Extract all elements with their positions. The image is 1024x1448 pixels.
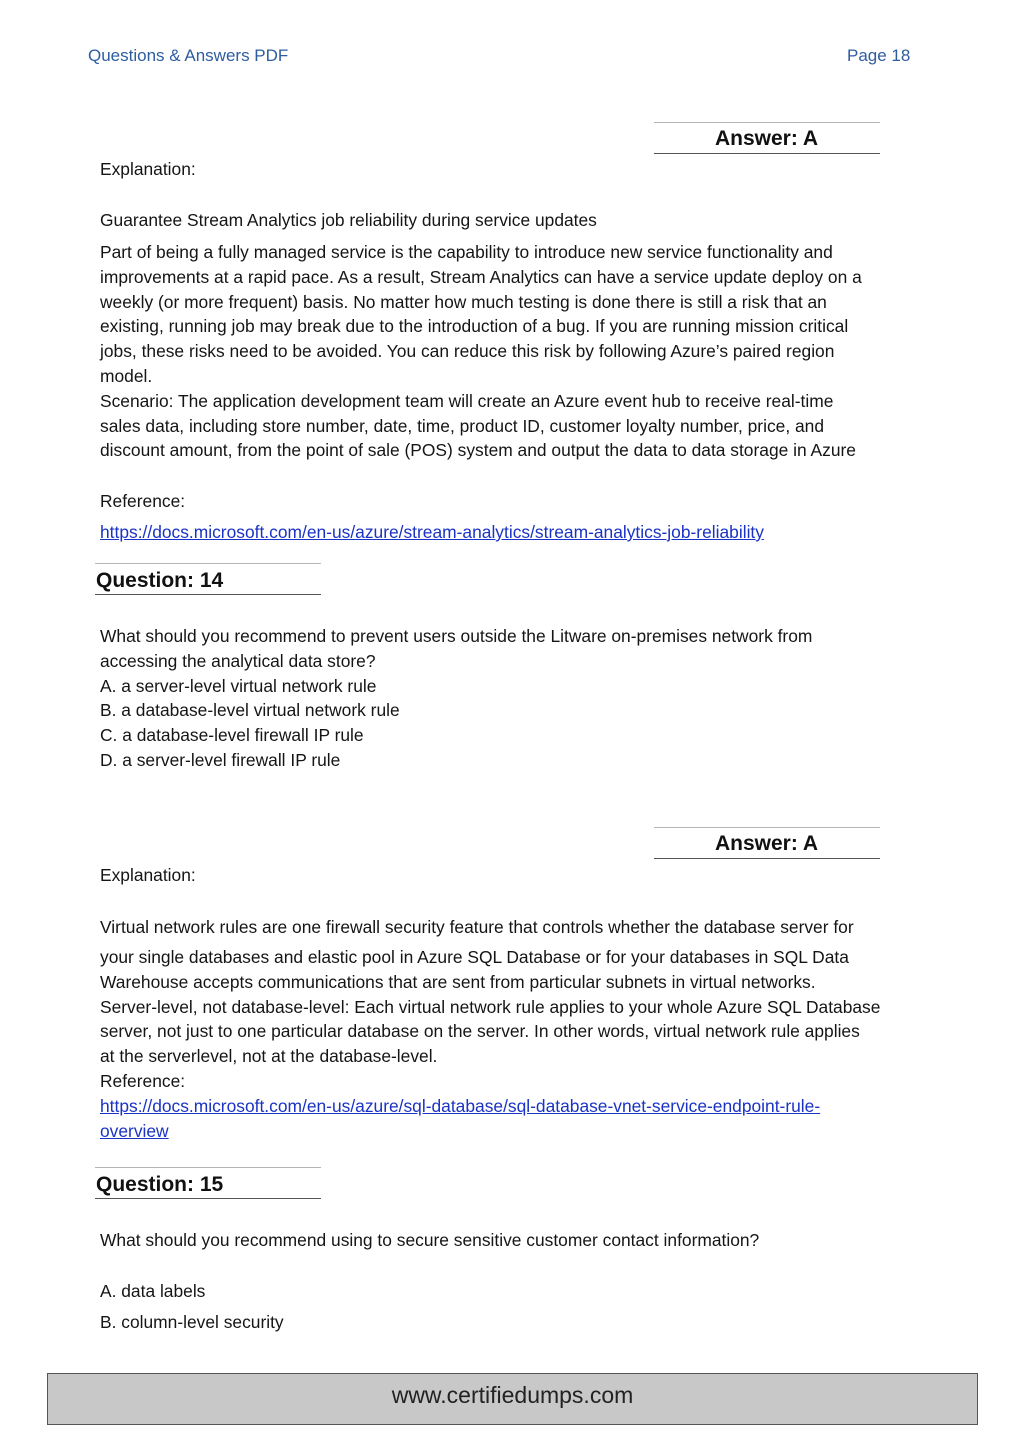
page-number: Page 18 [847,46,911,65]
text-line: improvements at a rapid pace. As a result, Stream Analytics can have a service update deploy on a [100,266,862,287]
option-b: B. column-level security [100,1312,284,1332]
question-title: Question: 15 [96,1173,224,1196]
answer-box [654,827,880,859]
text-line: What should you recommend to prevent users outside the Litware on-premises network from [100,626,813,646]
option-b: B. a database-level virtual network rule [100,700,400,721]
text-line: jobs, these risks need to be avoided. You can reduce this risk by following Azure’s paired region [100,341,835,362]
explanation-label: Explanation: [100,865,196,885]
text-line: model. [100,365,153,386]
question-14-heading-box [95,563,321,595]
option-d: D. a server-level firewall IP rule [100,749,341,770]
header-title: Questions & Answers PDF [88,46,289,65]
text-line: accessing the analytical data store? [100,650,376,671]
answer-box [654,122,880,154]
explanation-body [100,240,980,463]
text-line: weekly (or more frequent) basis. No matter how much testing is done there is still a risk that an [100,291,827,312]
reference-label: Reference: [100,1070,186,1091]
text-line: Warehouse accepts communications that are sent from particular subnets in virtual networks. [100,971,816,992]
question-15-text: What should you recommend using to secure sensitive customer contact information? [100,1230,760,1250]
text-line: existing, running job may break due to the introduction of a bug. If you are running mission critical [100,316,849,337]
text-line: Virtual network rules are one firewall security feature that controls whether the database server for [100,917,854,937]
text-line: Server-level, not database-level: Each virtual network rule applies to your whole Azure SQL Database [100,996,881,1017]
reference-link-cont[interactable]: overview [100,1120,169,1141]
footer-banner [47,1373,978,1425]
reference-link[interactable]: https://docs.microsoft.com/en-us/azure/stream-analytics/stream-analytics-job-reliability [100,522,764,542]
reference-link[interactable]: https://docs.microsoft.com/en-us/azure/sql-database/sql-database-vnet-service-endpoint-rule- [100,1095,821,1116]
footer-url[interactable]: www.certifiedumps.com [391,1382,634,1408]
option-c: C. a database-level firewall IP rule [100,725,364,746]
reference-label: Reference: [100,491,186,511]
explanation-label: Explanation: [100,159,196,179]
option-a: A. a server-level virtual network rule [100,675,377,696]
explanation-body-cont [100,945,980,1143]
text-line: Scenario: The application development team will create an Azure event hub to receive real-time [100,390,834,411]
question-14-text [100,624,980,773]
text-line: at the serverlevel, not at the database-level. [100,1046,438,1067]
answer-label: Answer: A [715,127,819,150]
answer-label: Answer: A [715,832,819,855]
question-title: Question: 14 [96,569,224,592]
question-15-heading-box [95,1167,321,1199]
text-line: your single databases and elastic pool in Azure SQL Database or for your databases in SQL Data [100,947,849,967]
text-line: Part of being a fully managed service is the capability to introduce new service functionality and [100,242,833,262]
option-a: A. data labels [100,1281,206,1301]
explanation-body [100,915,980,940]
text-line: sales data, including store number, date, time, product ID, customer loyalty number, price, and [100,415,825,436]
text-line: server, not just to one particular database on the server. In other words, virtual network rule applies [100,1021,860,1042]
text-line: discount amount, from the point of sale (POS) system and output the data to data storage in Azure [100,440,856,461]
explanation-heading: Guarantee Stream Analytics job reliability during service updates [100,210,597,230]
